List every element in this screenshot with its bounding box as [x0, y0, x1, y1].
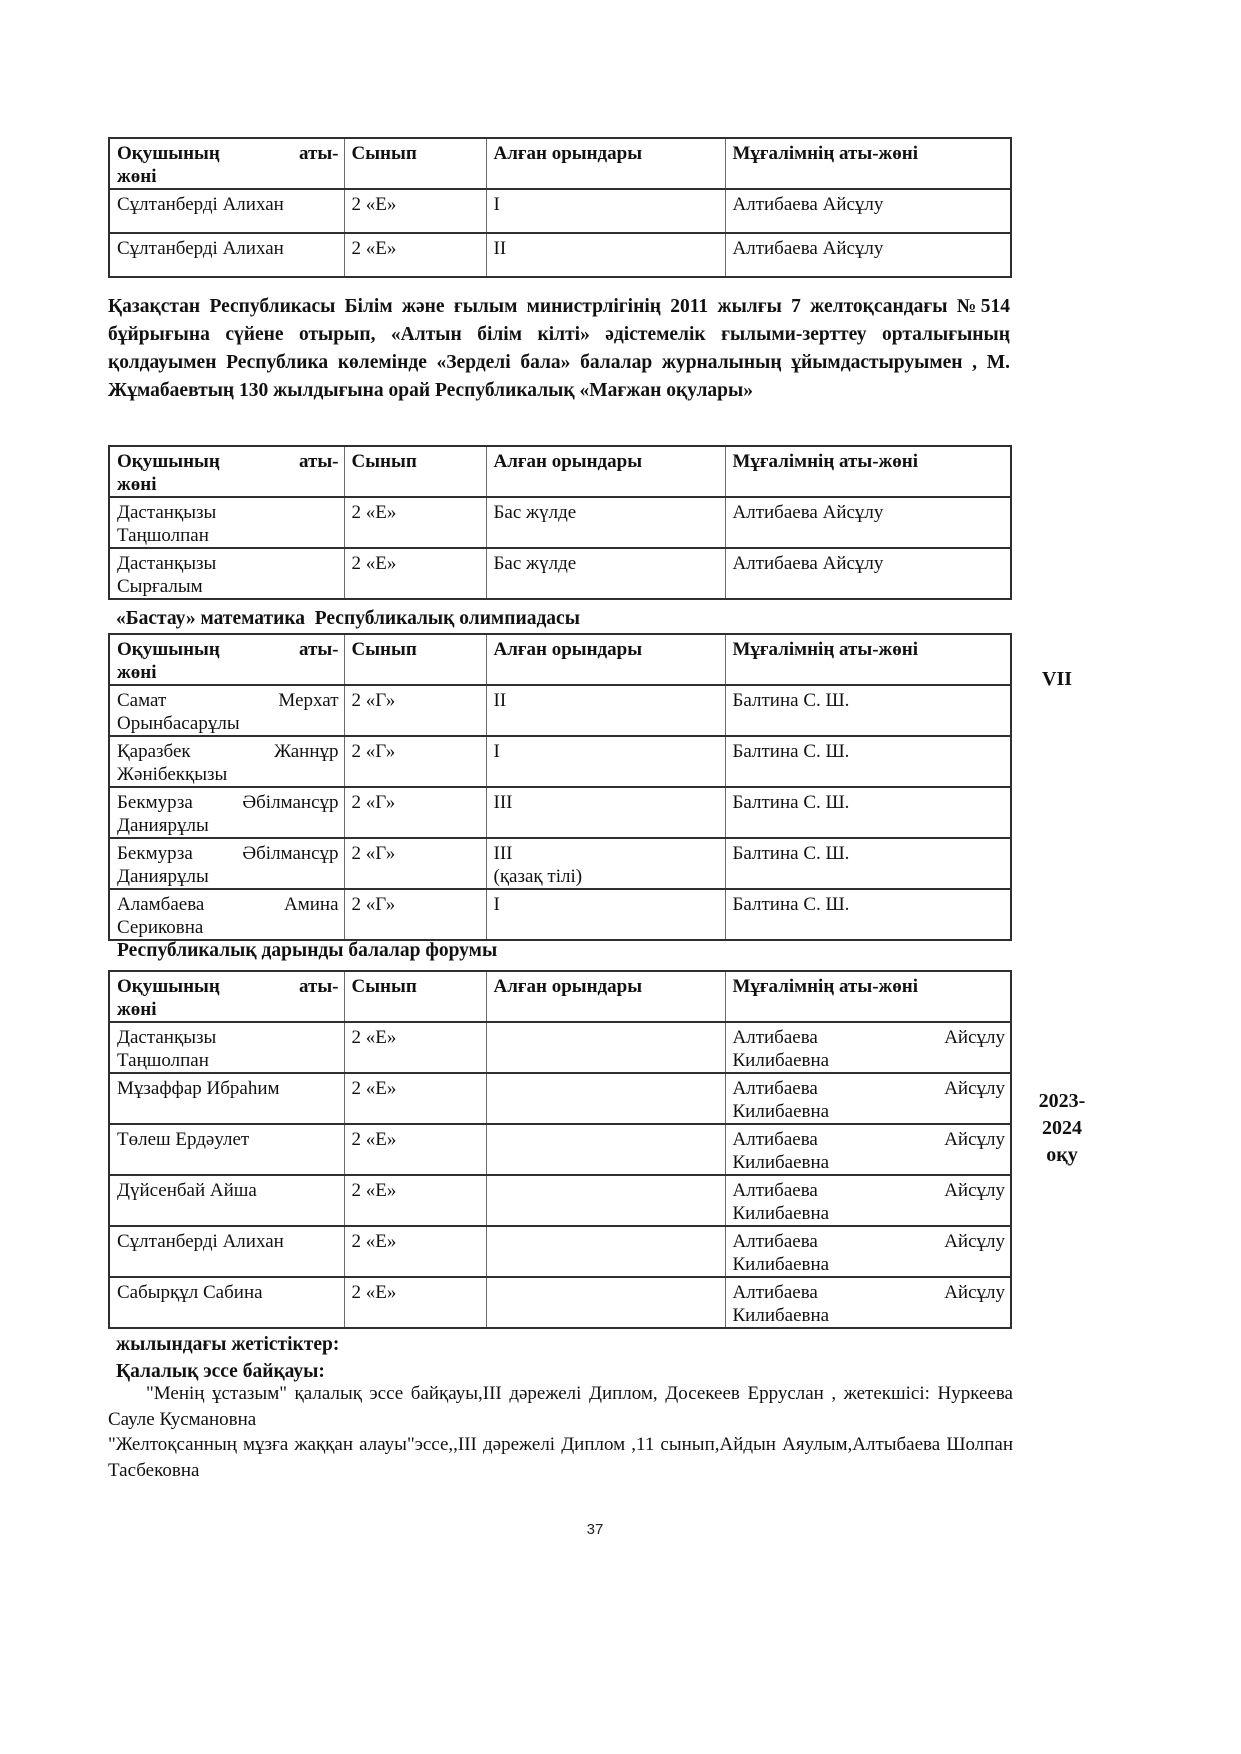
table-header-cell — [109, 446, 344, 497]
table-header-cell — [725, 446, 1011, 497]
cell-line: Килибаевна — [732, 1050, 830, 1071]
cell-word: аты- — [298, 451, 339, 472]
cell-line: Алтибаева Айсұлу — [732, 502, 884, 523]
cell-word: Алтибаева — [732, 1078, 818, 1099]
cell-line-justified — [117, 638, 339, 661]
cell-word: Қаразбек — [117, 741, 191, 762]
cell-line: Төлеш Ердәулет — [117, 1129, 250, 1150]
cell-line: Таңшолпан — [117, 1050, 209, 1071]
table-cell — [725, 497, 1011, 548]
table-row — [109, 1175, 1011, 1226]
table-cell — [725, 1175, 1011, 1226]
cell-word: Аламбаева — [117, 894, 205, 915]
cell-line: Сабырқұл Сабина — [117, 1282, 263, 1303]
table-cell — [725, 1226, 1011, 1277]
table-header-cell — [486, 138, 725, 189]
table-cell — [109, 685, 344, 736]
cell-line: 2 «Г» — [351, 741, 396, 762]
table-cell — [344, 1277, 486, 1328]
table-row — [109, 1022, 1011, 1073]
table-cell — [344, 685, 486, 736]
table-cell — [344, 838, 486, 889]
cell-line-justified — [733, 1128, 1006, 1151]
awards-table-grand-prize — [108, 445, 1012, 600]
cell-line: 2 «Г» — [351, 690, 396, 711]
table-row — [109, 1073, 1011, 1124]
cell-line: жөні — [117, 474, 157, 495]
table-cell — [725, 189, 1011, 233]
cell-line: I — [493, 894, 500, 915]
cell-word: Айсұлу — [944, 1078, 1005, 1099]
cell-word: аты- — [298, 143, 339, 164]
cell-line: Алтибаева Айсұлу — [732, 238, 884, 259]
cell-line: жөні — [117, 999, 157, 1020]
table-header-cell — [725, 971, 1011, 1022]
cell-word: Бекмурза — [117, 792, 193, 813]
cell-word: Мерхат — [278, 690, 339, 711]
cell-word: Алтибаева — [732, 1282, 818, 1303]
cell-line: 2 «Е» — [351, 1129, 397, 1150]
cell-line: Сұлтанберді Алихан — [117, 1231, 284, 1252]
table-cell — [725, 1022, 1011, 1073]
cell-line: Орынбасарұлы — [117, 713, 240, 734]
cell-word: Айсұлу — [944, 1282, 1005, 1303]
table-row — [109, 787, 1011, 838]
cell-line: Килибаевна — [732, 1254, 830, 1275]
table-row — [109, 1124, 1011, 1175]
cell-word: Самат — [117, 690, 167, 711]
year-line-1: 2023- — [1038, 1090, 1086, 1112]
table-cell — [725, 1277, 1011, 1328]
cell-line: Мұғалімнің аты-жөні — [732, 451, 919, 472]
cell-line: 2 «Е» — [351, 1231, 397, 1252]
cell-line: 2 «Г» — [351, 792, 396, 813]
awards-table-bastau — [108, 633, 1012, 941]
table-row — [109, 497, 1011, 548]
table-row — [109, 233, 1011, 277]
essay-december-paragraph: "Желтоқсанның мұзға жаққан алауы"эссе,,III дәрежелі Диплом ,11 сынып,Айдын Аяулым,Алтыбаева Шолпан Тасбековна — [108, 1434, 1013, 1481]
cell-line-justified — [733, 1077, 1006, 1100]
cell-line: 2 «Е» — [351, 238, 397, 259]
table-cell — [109, 736, 344, 787]
table-cell — [109, 1277, 344, 1328]
table-cell — [486, 1073, 725, 1124]
heading-talented-children-forum: Республикалық дарынды балалар форумы — [117, 940, 498, 961]
cell-line-justified — [117, 142, 339, 165]
table-cell — [486, 787, 725, 838]
table-cell — [344, 1226, 486, 1277]
table-row — [109, 736, 1011, 787]
table-row — [109, 1277, 1011, 1328]
heading-year-achievements: жылындағы жетістіктер: — [116, 1334, 340, 1355]
table-row — [109, 548, 1011, 599]
year-line-2: 2024 — [1042, 1117, 1082, 1139]
table-cell — [344, 189, 486, 233]
cell-word: Әбілмансұр — [242, 792, 339, 813]
cell-line-justified — [117, 740, 339, 763]
table-cell — [109, 497, 344, 548]
table-cell — [486, 1226, 725, 1277]
cell-line: Жәнібекқызы — [117, 764, 228, 785]
cell-word: Алтибаева — [732, 1129, 818, 1150]
cell-line: жөні — [117, 166, 157, 187]
cell-line: Сынып — [351, 451, 417, 472]
table-cell — [344, 1073, 486, 1124]
cell-line: Алған орындары — [493, 976, 643, 997]
cell-line: 2 «Е» — [351, 1078, 397, 1099]
table-cell — [344, 736, 486, 787]
cell-line: II — [493, 238, 507, 259]
table-cell — [486, 189, 725, 233]
table-header-cell — [725, 138, 1011, 189]
cell-line: Алған орындары — [493, 143, 643, 164]
awards-table-magzhan-top — [108, 137, 1012, 278]
table-cell — [109, 189, 344, 233]
cell-line: Даниярұлы — [117, 866, 209, 887]
year-line-3: оқу — [1046, 1144, 1078, 1166]
cell-line: Бас жүлде — [493, 553, 577, 574]
cell-line: Бас жүлде — [493, 502, 577, 523]
cell-line-justified — [733, 1281, 1006, 1304]
table-cell — [486, 1124, 725, 1175]
cell-line: III — [493, 792, 513, 813]
table-header-cell — [109, 138, 344, 189]
cell-word: Алтибаева — [732, 1180, 818, 1201]
decree-paragraph: Қазақстан Республикасы Білім және ғылым министрлігінің 2011 жылғы 7 желтоқсандағы №514 бұйрығына сүйене отырып, «Алтын білім кілті» әдістемелік ғылыми-зерттеу орталығының қолдауымен Республика көлемінде «Зерделі бала» балалар журналының ұйымдастыруымен , М. Жұмабаевтың 130 жылдығына орай Республикалық «Мағжан оқулары» — [108, 296, 1010, 401]
cell-word: Айсұлу — [944, 1231, 1005, 1252]
table-cell — [344, 1022, 486, 1073]
cell-line-justified — [117, 689, 339, 712]
cell-line: Алған орындары — [493, 639, 643, 660]
cell-line: Килибаевна — [732, 1101, 830, 1122]
cell-line: Дастанқызы — [117, 1027, 217, 1048]
cell-line: Сериковна — [117, 917, 204, 938]
cell-line: жөні — [117, 662, 157, 683]
cell-word: Алтибаева — [732, 1027, 818, 1048]
cell-word: Оқушының — [117, 143, 220, 164]
table-cell — [109, 1022, 344, 1073]
table-cell — [486, 1022, 725, 1073]
cell-line: Балтина С. Ш. — [732, 690, 850, 711]
heading-bastau-olympiad: «Бастау» математика Республикалық олимпиадасы — [116, 608, 580, 629]
table-header-cell — [344, 971, 486, 1022]
cell-line: Алтибаева Айсұлу — [732, 553, 884, 574]
table-header-cell — [344, 138, 486, 189]
cell-word: Алтибаева — [732, 1231, 818, 1252]
table-cell — [109, 787, 344, 838]
table-row — [109, 889, 1011, 940]
cell-line: Балтина С. Ш. — [732, 741, 850, 762]
table-header-cell — [486, 446, 725, 497]
table-cell — [344, 1124, 486, 1175]
table-header-cell — [486, 971, 725, 1022]
cell-line-justified — [733, 1026, 1006, 1049]
table-cell — [486, 548, 725, 599]
table-cell — [344, 233, 486, 277]
table-cell — [486, 736, 725, 787]
cell-line-justified — [733, 1179, 1006, 1202]
cell-line: 2 «Е» — [351, 553, 397, 574]
cell-line-justified — [117, 975, 339, 998]
cell-line: 2 «Г» — [351, 894, 396, 915]
table-cell — [109, 838, 344, 889]
cell-line: I — [493, 741, 500, 762]
cell-line: Килибаевна — [732, 1203, 830, 1224]
table-row — [109, 189, 1011, 233]
margin-class-number: VII — [1042, 668, 1073, 690]
cell-word: аты- — [298, 976, 339, 997]
cell-line: Алтибаева Айсұлу — [732, 194, 884, 215]
cell-line: Мұғалімнің аты-жөні — [732, 639, 919, 660]
table-cell — [486, 497, 725, 548]
table-header-cell — [486, 634, 725, 685]
cell-word: аты- — [298, 639, 339, 660]
awards-table-forum — [108, 970, 1012, 1329]
table-cell — [486, 685, 725, 736]
table-header-row — [109, 634, 1011, 685]
table-cell — [725, 548, 1011, 599]
cell-line: 2 «Е» — [351, 502, 397, 523]
cell-line: Балтина С. Ш. — [732, 894, 850, 915]
page-number: 37 — [586, 1521, 604, 1538]
table-cell — [486, 1277, 725, 1328]
table-cell — [725, 736, 1011, 787]
table-cell — [725, 787, 1011, 838]
cell-line: 2 «Е» — [351, 1027, 397, 1048]
table-header-row — [109, 971, 1011, 1022]
cell-word: Айсұлу — [944, 1129, 1005, 1150]
table-cell — [486, 233, 725, 277]
table-header-row — [109, 138, 1011, 189]
cell-word: Әбілмансұр — [242, 843, 339, 864]
cell-line: Алған орындары — [493, 451, 643, 472]
cell-word: Оқушының — [117, 976, 220, 997]
cell-line: Мұғалімнің аты-жөні — [732, 976, 919, 997]
table-row — [109, 838, 1011, 889]
cell-line: Мұзаффар Ибраһим — [117, 1078, 280, 1099]
table-cell — [109, 1226, 344, 1277]
table-cell — [725, 233, 1011, 277]
cell-line: Сұлтанберді Алихан — [117, 238, 284, 259]
table-cell — [725, 685, 1011, 736]
table-cell — [486, 889, 725, 940]
table-cell — [344, 548, 486, 599]
table-cell — [725, 1124, 1011, 1175]
cell-line: 2 «Е» — [351, 194, 397, 215]
cell-line: Таңшолпан — [117, 525, 209, 546]
table-cell — [109, 233, 344, 277]
cell-line-justified — [117, 842, 339, 865]
table-header-row — [109, 446, 1011, 497]
table-header-cell — [344, 446, 486, 497]
table-cell — [344, 889, 486, 940]
cell-word: Жаннұр — [274, 741, 339, 762]
cell-line: Сырғалым — [117, 576, 203, 597]
cell-line: Балтина С. Ш. — [732, 843, 850, 864]
cell-word: Оқушының — [117, 639, 220, 660]
cell-line: 2 «Г» — [351, 843, 396, 864]
cell-line: Сұлтанберді Алихан — [117, 194, 284, 215]
cell-line: Сынып — [351, 976, 417, 997]
cell-line-justified — [117, 893, 339, 916]
cell-line: Сынып — [351, 143, 417, 164]
table-cell — [725, 838, 1011, 889]
cell-line: Дастанқызы — [117, 502, 217, 523]
table-cell — [725, 1073, 1011, 1124]
cell-line: Дүйсенбай Айша — [117, 1180, 257, 1201]
cell-line-justified — [117, 450, 339, 473]
table-row — [109, 1226, 1011, 1277]
cell-line: Балтина С. Ш. — [732, 792, 850, 813]
table-cell — [344, 787, 486, 838]
table-cell — [725, 889, 1011, 940]
cell-line: Даниярұлы — [117, 815, 209, 836]
table-header-cell — [109, 634, 344, 685]
table-cell — [486, 1175, 725, 1226]
cell-line: I — [493, 194, 500, 215]
cell-line-justified — [117, 791, 339, 814]
table-cell — [109, 1124, 344, 1175]
table-row — [109, 685, 1011, 736]
cell-line: II — [493, 690, 507, 711]
table-header-cell — [725, 634, 1011, 685]
cell-word: Оқушының — [117, 451, 220, 472]
cell-line: 2 «Е» — [351, 1282, 397, 1303]
cell-line: 2 «Е» — [351, 1180, 397, 1201]
table-cell — [486, 838, 725, 889]
cell-line: (қазақ тілі) — [493, 866, 583, 887]
cell-word: Бекмурза — [117, 843, 193, 864]
table-cell — [109, 548, 344, 599]
margin-school-year — [1016, 1088, 1108, 1169]
cell-word: Амина — [283, 894, 339, 915]
table-cell — [344, 1175, 486, 1226]
cell-line: Килибаевна — [732, 1152, 830, 1173]
cell-line: Мұғалімнің аты-жөні — [732, 143, 919, 164]
cell-word: Айсұлу — [944, 1027, 1005, 1048]
table-cell — [109, 1175, 344, 1226]
table-header-cell — [344, 634, 486, 685]
cell-line: Сынып — [351, 639, 417, 660]
table-cell — [344, 497, 486, 548]
cell-line: Дастанқызы — [117, 553, 217, 574]
cell-line: III — [493, 843, 513, 864]
table-cell — [109, 1073, 344, 1124]
table-header-cell — [109, 971, 344, 1022]
essay-city-paragraph: "Менің ұстазым" қалалық эссе байқауы,III дәрежелі Диплом, Досекеев Ерруслан , жетекшісі: Нуркеева Сауле Кусмановна — [108, 1383, 1013, 1430]
cell-word: Айсұлу — [944, 1180, 1005, 1201]
cell-line: Килибаевна — [732, 1305, 830, 1326]
heading-city-essay-contest: Қалалық эссе байқауы: — [116, 1361, 325, 1382]
cell-line-justified — [733, 1230, 1006, 1253]
table-cell — [109, 889, 344, 940]
